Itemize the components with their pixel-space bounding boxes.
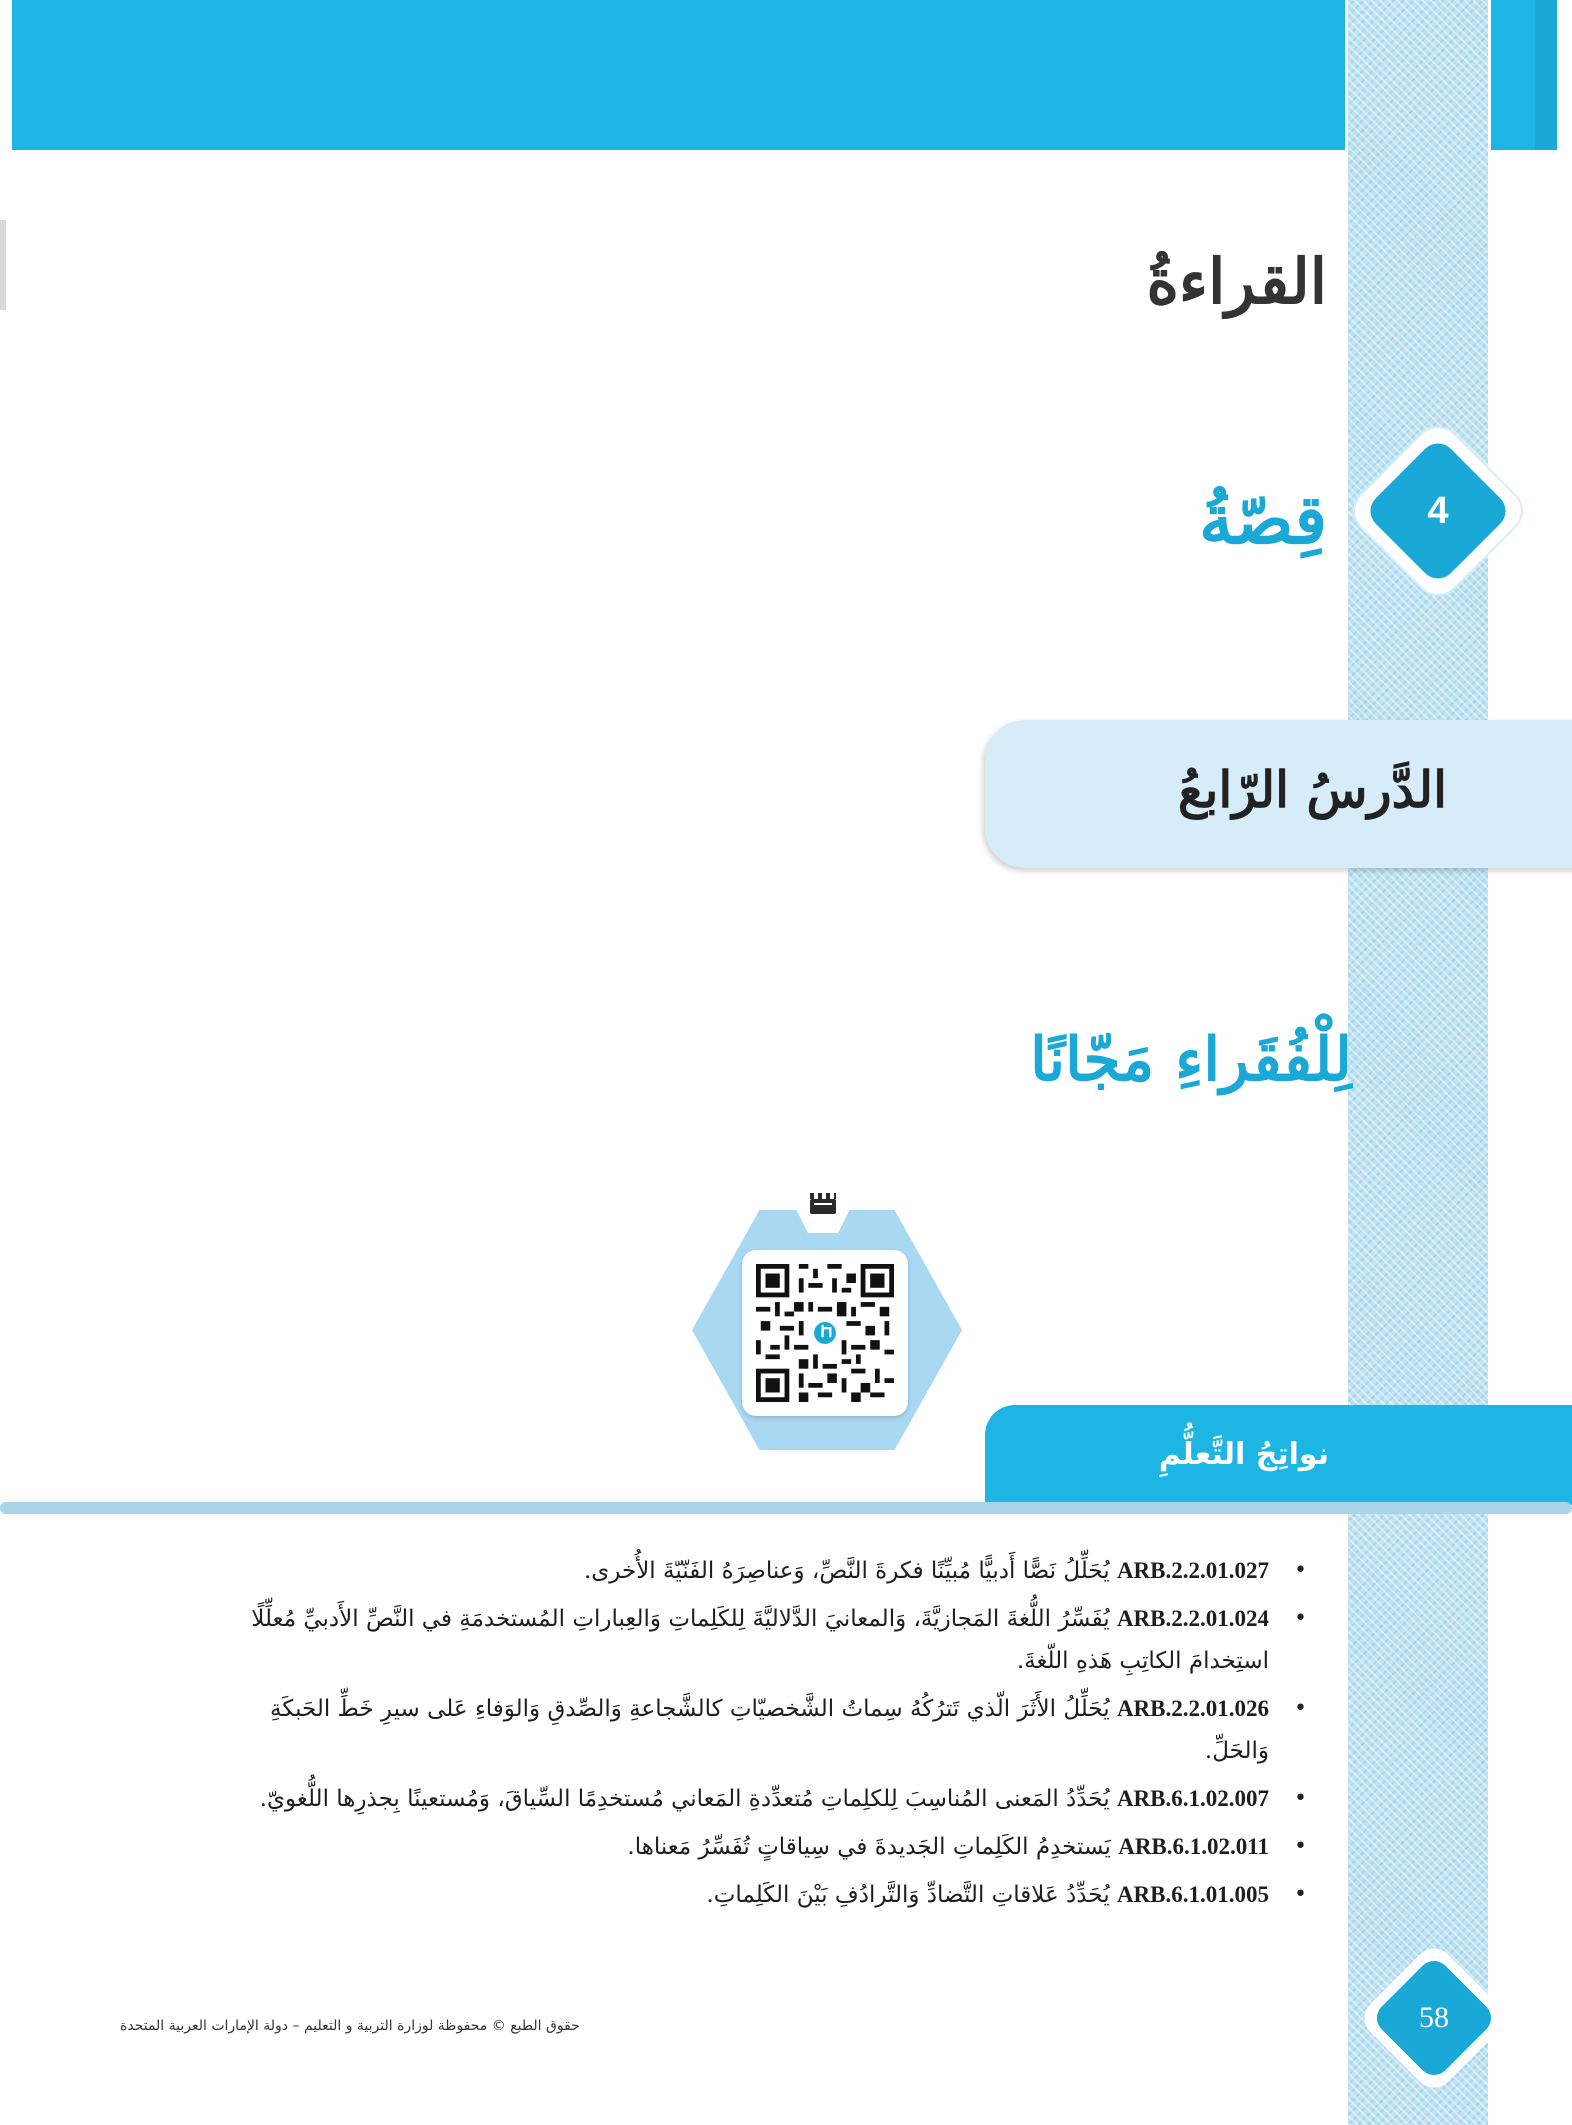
bullet-icon: •	[1294, 1606, 1307, 1631]
outcome-text: يُحَلِّلُ نَصًّا أَدبيًّا مُبيِّنًا فكرةَ النَّصِّ، وَعناصِرَهُ الفَنّيّةَ الأُخرى.	[583, 1558, 1110, 1584]
top-banner-tail	[1535, 0, 1557, 150]
outcome-code: ARB.2.2.01.027	[1116, 1558, 1269, 1583]
bullet-icon: •	[1294, 1786, 1307, 1811]
outcome-text: يُحَلِّلُ الأَثَرَ الّذي تَترُكُهُ سِماتُ الشَّخصيّاتِ كالشَّجاعةِ وَالصِّدقِ وَالوَفاءِ عَلى سيرِ خَطِّ الحَبكَةِ وَالحَلِّ.	[270, 1696, 1269, 1764]
page-number: 58	[1419, 2001, 1449, 2034]
outcomes-list	[227, 1550, 1307, 1922]
outcome-text: يُحَدِّدُ عَلاقاتِ التَّضادِّ وَالتَّرادُفِ بَيْنَ الكَلِماتِ.	[706, 1882, 1110, 1908]
outcome-item	[227, 1826, 1307, 1868]
outcomes-divider	[0, 1502, 1572, 1514]
bullet-icon: •	[1294, 1834, 1307, 1859]
outcome-item	[227, 1598, 1307, 1682]
bullet-icon: •	[1294, 1882, 1307, 1907]
outcome-code: ARB.2.2.01.026	[1116, 1696, 1269, 1721]
outcome-text: يَستخدِمُ الكَلِماتِ الجَديدةَ في سِياقاتٍ تُفَسِّرُ مَعناها.	[627, 1834, 1111, 1860]
unit-number: 4	[1427, 489, 1449, 532]
top-banner	[12, 0, 1536, 150]
section-title: القراءةُ	[1146, 245, 1327, 318]
outcome-text: يُحَدِّدُ المَعنى المُناسِبَ لِلكلِماتِ مُتعدِّدةِ المَعاني مُستخدِمًا السِّياقَ، وَمُستعينًا بِجذرِها اللُّغويّ.	[259, 1786, 1110, 1812]
outcome-code: ARB.6.1.02.011	[1118, 1834, 1269, 1859]
story-title: لِلْفُقَراءِ مَجّانًا	[1030, 1025, 1352, 1095]
outcome-item	[227, 1550, 1307, 1592]
outcome-code: ARB.6.1.01.005	[1116, 1882, 1269, 1907]
outcome-code: ARB.2.2.01.024	[1116, 1606, 1269, 1631]
qr-code[interactable]	[756, 1264, 894, 1402]
bullet-icon: •	[1294, 1558, 1307, 1583]
clapperboard-icon	[808, 1190, 838, 1216]
side-ribbon	[1345, 0, 1491, 2125]
outcome-item	[227, 1874, 1307, 1916]
lesson-title: الدَّرسُ الرّابعُ	[1177, 760, 1447, 819]
unit-title: قِصّةُ	[1199, 480, 1327, 560]
bullet-icon: •	[1294, 1696, 1307, 1721]
outcome-code: ARB.6.1.02.007	[1116, 1786, 1269, 1811]
copyright-notice: حقوق الطبع © محفوظة لوزارة التربية و التعليم – دولة الإمارات العربية المتحدة	[120, 2018, 580, 2034]
outcome-item	[227, 1778, 1307, 1820]
page-edge-mark	[0, 220, 6, 310]
outcome-text: يُفَسِّرُ اللُّغةَ المَجازيَّةَ، وَالمعانيَ الدَّلاليَّةَ لِلكَلِماتِ وَالعِباراتِ المُستخدمَةِ في النَّصِّ الأَدبيِّ مُعلِّلًا استِخدامَ الكاتِبِ هَذهِ اللّغةَ.	[251, 1606, 1269, 1674]
outcomes-title: نواتِجُ التَّعلُّمِ	[1158, 1437, 1329, 1472]
outcome-item	[227, 1688, 1307, 1772]
